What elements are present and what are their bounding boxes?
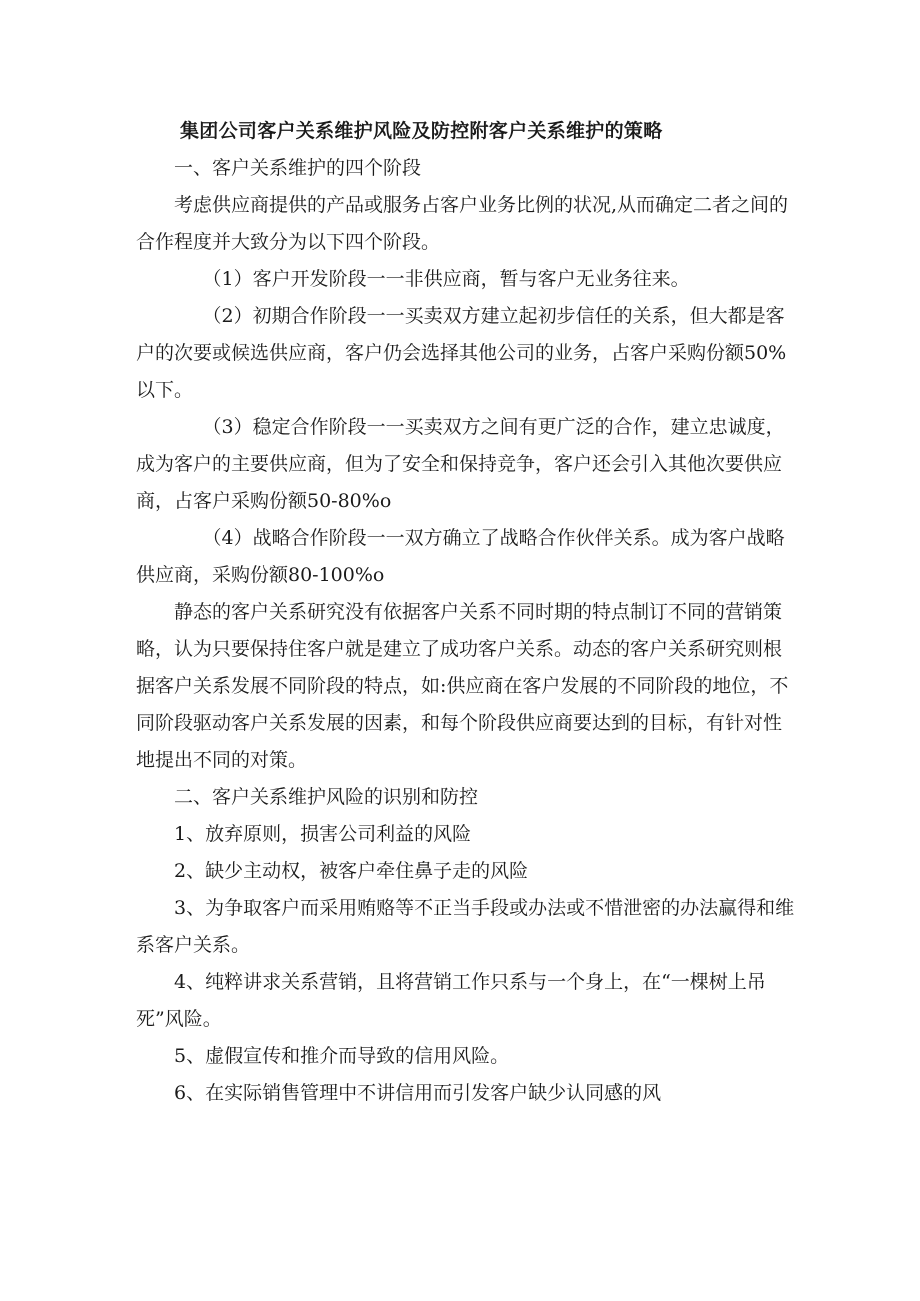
risk-item-1: 1、放弃原则，损害公司利益的风险 [174,823,472,845]
paragraph-static-dynamic: 静态的客户关系研究没有依据客户关系不同时期的特点制订不同的营销策略，认为只要保持住客户就是建立了成功客户关系。动态的客户关系研究则根据客户关系发展不同阶段的特点，如:供应商在客户发展的不同阶段的地位，不同阶段驱动客户关系发展的因素，和每个阶段供应商要达到的目标，有针对性地提出不同的对策。 [136,601,789,771]
risk-item-2: 2、缺少主动权，被客户牵住鼻子走的风险 [174,860,529,882]
risk-item-4: 4、纯粹讲求关系营销，且将营销工作只系与一个身上，在“一棵树上吊死”风险。 [136,971,766,1030]
paragraph-intro: 考虑供应商提供的产品或服务占客户业务比例的状况,从而确定二者之间的合作程度并大致分为以下四个阶段。 [136,194,789,253]
stage-item-4: （4）战略合作阶段一一双方确立了战略合作伙伴关系。成为客户战略供应商，采购份额80-100%o [136,527,785,586]
stage-item-1: （1）客户开发阶段一一非供应商，暂与客户无业务往来。 [202,268,690,290]
section-heading-2: 二、客户关系维护风险的识别和防控 [174,786,479,808]
document-body [136,150,796,1112]
risk-item-3: 3、为争取客户而采用贿赂等不正当手段或办法或不惜泄密的办法赢得和维系客户关系。 [136,897,795,956]
document-title: 集团公司客户关系维护风险及防控附客户关系维护的策略 [180,120,663,142]
risk-item-6: 6、在实际销售管理中不讲信用而引发客户缺少认同感的风 [174,1082,662,1104]
stage-item-2: （2）初期合作阶段一一买卖双方建立起初步信任的关系，但大都是客户的次要或候选供应商，客户仍会选择其他公司的业务，占客户采购份额50%以下。 [136,305,787,401]
stage-item-3: （3）稳定合作阶段一一买卖双方之间有更广泛的合作，建立忠诚度，成为客户的主要供应商，但为了安全和保持竞争，客户还会引入其他次要供应商，占客户采购份额50-80%o [136,416,785,512]
section-heading-1: 一、客户关系维护的四个阶段 [174,157,422,179]
risk-item-5: 5、虚假宣传和推介而导致的信用风险。 [174,1045,510,1067]
